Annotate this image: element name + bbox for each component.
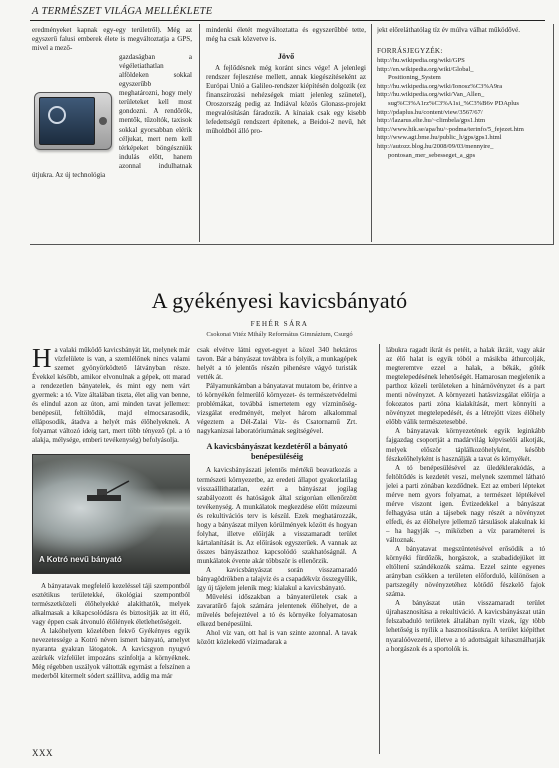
previous-article-column-3: [377, 26, 543, 240]
previous-article-column-1: [32, 26, 192, 240]
running-header: A TERMÉSZET VILÁGA MELLÉKLETE: [32, 6, 213, 17]
source-reference: http://hu.wikipedia.org/wiki/Ionosz%C3%A9ra: [377, 82, 503, 90]
paragraph: Művelési időszakban a bányaterületek csak a zavaratűrő fajok számára jelentenek élőhelyet, de a művelés befejeztével a tó és környéke folyamatosan elkezd benépesülni.: [197, 593, 357, 629]
paragraph: A bányatavak környezetének egyik leginkább fajgazdag csoportját a madárvilág képviselői alkotják, melyek először táplálkozóhelyként, később fészkelőhelyként is használják a tavat és környékét.: [386, 427, 545, 463]
source-reference: http://en.wikipedia.org/wiki/Global_: [377, 65, 474, 73]
article-title: A gyékényesi kavicsbányató: [151, 288, 408, 313]
header-rule: [30, 20, 545, 21]
source-reference: http://pdaplus.hu/content/view/3567/67/: [377, 108, 483, 116]
article-column-2: [197, 346, 357, 746]
gps-button: [99, 117, 107, 125]
section-heading: Jövő: [277, 52, 295, 62]
paragraph: Pályamunkámban a bányatavat mutatom be, érintve a tó környékén felmerülő környezet- és természetvédelmi problémákat, továbbá ismertetem egy vízminőség-vizsgálat eredményét, melyet három alkalommal végeztem a Dél-Zalai Víz- és Csatornamű Zrt. nagykanizsai laboratóriumának segítségével.: [197, 382, 357, 436]
article-column-1: [32, 346, 190, 746]
photo-caption: A Kotró nevű bányató: [39, 555, 122, 565]
sources-heading: FORRÁSJEGYZÉK:: [377, 47, 443, 56]
gps-device-image: [32, 81, 114, 161]
paragraph: A bányászat után visszamaradt terület újrahasznosítása a rekultiváció. A kavicsbányászat után felszabaduló területek általában nyílt vizek, így több lehetőség is nyílik a hasznosításukra. A terület kiépíthet nyaralóövezetté, illetve a tó adottságait kihasználhatják a horgászok és a sportolók is.: [386, 599, 545, 653]
opening-paragraph: Ha valaki működő kavicsbányát lát, melynek már vízfelülete is van, a szemlélőnek nincs valami szemet gyönyörködtető látványban része. Évekkel később, amikor elvonulnak a gépek, ott marad a rendezetlen bányatelek, és mint egy nem várt gyermek: a tó. Vize általában tiszta, élet alig van benne, és elindul azon az úton, ami minden tavat jellemez: benépesül, feltöltődik, majd elmocsarasodik, elláposodik, átadva a helyét más élőhelyeknek. A folyamat változó ideig tart, mert több tényező (pl. a tó alakja, mélysége, emberi tevékenység) befolyásolja.: [32, 346, 190, 445]
paragraph: jekt előreláthatólag tíz év múlva válhat működővé.: [377, 26, 521, 34]
paragraph: A tó benépesülésével az üledéklerakódás, a feltöltődés is kezdetét veszi, melynek szemmel látható jelei a parti zónában kezdődnek. Ezt az emberi lépteket mérve nem gyors folyamat, a természet léptékével mérve viszont igen. Évtizedekkel a bányászat felhagyása után a tájsebek nagy részét a növényzet elfedi, és az élőhelyre jellemző társulások alakulnak ki – ha hagyják –, miközben a víz paraméterei is változnak.: [386, 463, 545, 544]
paragraph: Ahol víz van, ott hal is van szinte azonnal. A tavak között közlekedő vízimadarak a: [197, 629, 357, 647]
column-divider: [199, 24, 200, 242]
paragraph: A lakóhelyem közelében fekvő Gyékényes egyik nevezetessége a Kotró néven ismert bányató, amelyet nyaranta gyakran látogatok. A kavicsgyon nyugvó azúrkék vízfelület impozáns színfoltja a környéknek. Még régebben uszályok váltották egymást a felszínen a mederből kitermelt sódert szállítva, addig ma már: [32, 626, 190, 680]
lake-photo: [32, 454, 190, 574]
article-author: FEHÉR SÁRA: [250, 320, 309, 328]
source-reference: http://hu.wikipedia.org/wiki/GPS: [377, 57, 465, 65]
box-right-rule: [553, 24, 554, 244]
sources-list: [377, 57, 543, 160]
paragraph: lábukra ragadt ikrát és petéit, a halak ikráit, vagy akár az élő halat is egyik tóból a másikba áthurcolják, megteremtve ezzel a halak, a békák, gőték megtelepedésének lehetőségét. Hamarosan megjelenik a parthoz közeli területeken a hínárnövényzet és a part menti növényzet. A környezeti hatásvizsgálat előírja a fokozatos parti zóna kialakítását, mert könnyíti a növényzet megtelepedését, és a létrejött vizes élőhely előbb válik természetesebbé.: [386, 346, 545, 427]
section-heading: A kavicsbányászat kezdetéről a bányató benépesüléséig: [206, 442, 348, 462]
paragraph: A kavicsbányászat során visszamaradó bányagödrökben a talajvíz és a csapadékvíz összegyűlik, így új tájelem jelenik meg: kialakul a kavicsbányató.: [197, 565, 357, 593]
author-affiliation: Csokonai Vitéz Mihály Református Gimnázium, Csurgó: [206, 331, 353, 338]
paragraph: A bányatavak megfelelő kezeléssel táji szempontból esztétikus területekké, ökológiai szempontból természetközeli élőhelyekké alakíthatók, melyek alkalmasak a kikapcsolódásra és biztosítják az itt élő, vagy éppen csak átvonuló élőlények életlehetőségeit.: [32, 581, 190, 626]
source-reference: http://hu.wikipedia.org/wiki/Van_Allen_: [377, 91, 485, 99]
paragraph: mindenki életét megváltoztatta és egyszerűbbé tette, még ha csak közvetve is.: [206, 26, 366, 44]
paragraph: eredményeket kapnak egy-egy területről). Még az egyszerű falusi emberek élete is megváltoztatja a GPS, mivel a mező-: [32, 26, 192, 53]
paragraph: A kavicsbányászati jelentős mértékű beavatkozás a természeti környezetbe, az eredeti állapot gyakorlatilag visszaállíthatatlan, ezért a bányászat jogilag szabályozott és hatóságok által szigorúan ellenőrzött tevékenység. A munkálatok megkezdése előtt múzeumi és rekultivációs terv is készül. Ezek meghatározzák, hogy a bányászat milyen körülmények között és hogyan folyhat, illetve előírják a visszamaradt terület kártalanítását is. Az előírások egyszerűek. A vannak az összes bányászathoz kapcsolódó szakhatóságnál. A munkálatok évente akár többször is ellenőrzik.: [197, 466, 357, 565]
paragraph: A bányatavat megszüntetésével erősödik a tó környéki fürdőzők, horgászok, a szabadidejüket itt eltöltení szándékozók száma. Ezzel szinte egyenes arányban csökken a területen előforduló, különösen a partszegély növényzetéhez kötődő fészkelő fajok száma.: [386, 545, 545, 599]
source-reference: http://autozz.blog.hu/2008/09/03/mennyire_: [377, 143, 494, 151]
source-reference: pontosan_mer_sebesseget_a_gps: [388, 151, 476, 159]
paragraph: gazdaságban a végéletiathatlan alföldeken sokkal egyszerűbb meghatározni, hogy mely területeket kell most gondozni. A rendőrök, mentők, tűzoltók, taxisok sokkal gyorsabban elérik céljukat, mert nem kell térképeket böngészniük indulás előtt, hanem azonnal indulhatnak útjukra. Az új technológia: [32, 53, 192, 179]
dredger-icon: [83, 479, 135, 505]
gps-device-icon: [34, 92, 112, 150]
gps-screen: [39, 97, 95, 145]
source-reference: Positioning_System: [388, 74, 441, 82]
paragraph: A fejlődésnek még koránt sincs vége! A jelenlegi rendszer fejlesztése mellett, annak kiegészítéseként az Európai Unió a Galileo-rendszer kiépítésén dolgozik (ez finanszírozási nehézségek miatt jelenleg szünetel), Oroszország pedig az Indiával közös Glonass-projekt megvalósításán fáradozik. A kínaiak csak egy kisebb lefedettségű rendszert építenek, a Beidoi-2 nevű, hét műholdból álló pro-: [206, 64, 366, 136]
source-reference: http://lazarus.elte.hu/~climbela/gps1.htm: [377, 117, 486, 125]
column-divider: [379, 344, 380, 754]
paragraph: csak elvétve látni egyet-egyet a közel 340 hektáros tavon. Bár a bányászat továbbra is folyik, a munkagépek helyét a tó jelentős részén pihenésre vágyó turisták vették át.: [197, 346, 357, 382]
previous-article-column-2: [206, 26, 366, 240]
source-reference: sug%C3%A1rz%C3%A1si_%C3%B6v PDAplus: [388, 100, 519, 108]
page-number: XXX: [32, 748, 53, 758]
article-column-3: [386, 346, 545, 746]
box-bottom-rule: [30, 244, 554, 245]
drop-cap: H: [32, 346, 52, 373]
column-divider: [371, 24, 372, 242]
source-reference: http://www.hik.se/apa/hu/~podma/terinfo/5_fejezet.htm: [377, 125, 524, 133]
source-reference: http://www.agt.bme.hu/public_h/gps/gps1.html: [377, 134, 502, 142]
